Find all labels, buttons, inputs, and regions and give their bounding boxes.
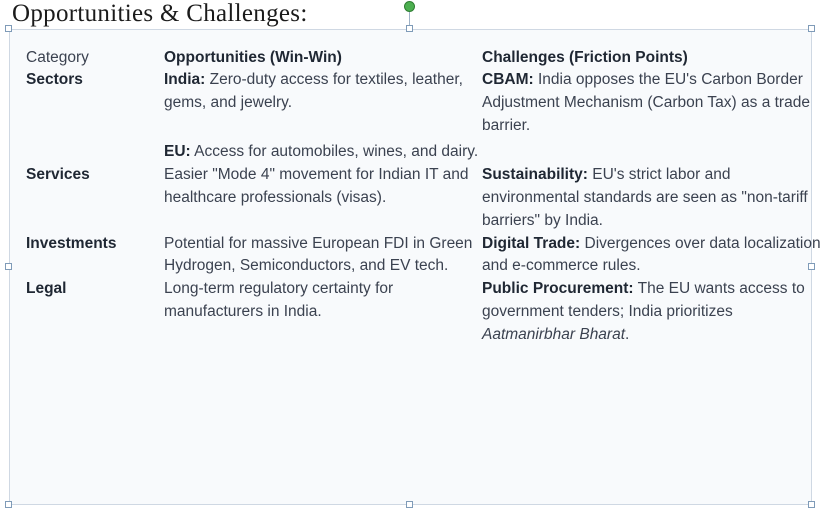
opportunity-text: Long-term regulatory certainty for manufacturers in India. [164, 280, 394, 321]
challenge-label: Sustainability: [482, 165, 588, 183]
resize-handle-middle-right[interactable] [808, 263, 815, 270]
resize-handle-bottom-right[interactable] [808, 501, 815, 508]
resize-handle-middle-left[interactable] [5, 263, 12, 270]
challenge-item [482, 233, 821, 279]
resize-handle-bottom-left[interactable] [5, 501, 12, 508]
opportunity-text: Easier "Mode 4" movement for Indian IT and healthcare professionals (visas). [164, 165, 469, 206]
challenge-item [482, 278, 821, 347]
challenge-text: EU's strict labor and environmental standards are seen as "non-tariff barriers" by India. [482, 165, 808, 229]
row-challenges [482, 164, 821, 233]
opportunity-text: Potential for massive European FDI in Green Hydrogen, Semiconductors, and EV tech. [164, 234, 473, 275]
opportunities-challenges-table [26, 48, 821, 347]
row-opportunities [164, 164, 482, 233]
opportunity-item [164, 69, 482, 115]
opportunity-item [164, 233, 482, 279]
opportunity-item [164, 278, 482, 324]
challenge-text-italic: Aatmanirbhar Bharat [482, 326, 626, 344]
resize-handle-top-left[interactable] [5, 25, 12, 32]
row-category: Services [26, 165, 90, 183]
table-row [26, 233, 821, 279]
rotation-handle[interactable] [404, 1, 415, 12]
opportunity-text: Zero-duty access for textiles, leather, gems, and jewelry. [164, 70, 463, 111]
table-row [26, 278, 821, 347]
challenge-text: India opposes the EU's Carbon Border Adjustment Mechanism (Carbon Tax) as a trade barrier. [482, 70, 810, 134]
row-category: Sectors [26, 70, 83, 88]
header-category: Category [26, 49, 89, 66]
resize-handle-bottom-center[interactable] [406, 501, 413, 508]
header-challenges: Challenges (Friction Points) [482, 49, 688, 66]
opportunity-item [164, 164, 482, 210]
table-header-row [26, 48, 821, 69]
paragraph-gap [164, 115, 482, 141]
opportunity-item [164, 141, 482, 164]
row-category: Investments [26, 234, 117, 252]
challenge-label: Digital Trade: [482, 234, 581, 252]
opportunity-label: India: [164, 70, 206, 88]
challenge-text-tail: . [625, 326, 630, 344]
header-opportunities: Opportunities (Win-Win) [164, 49, 342, 66]
challenge-text: Divergences over data localization and e-commerce rules. [482, 234, 821, 275]
row-challenges [482, 69, 821, 164]
table-container [26, 48, 821, 347]
resize-handle-top-center[interactable] [406, 25, 413, 32]
challenge-item [482, 164, 821, 233]
page-title: Opportunities & Challenges: [12, 0, 308, 27]
selected-table-object[interactable] [9, 29, 821, 505]
table-row [26, 69, 821, 164]
row-opportunities [164, 69, 482, 164]
opportunity-label: EU: [164, 142, 191, 160]
challenge-label: Public Procurement: [482, 280, 634, 298]
challenge-label: CBAM: [482, 70, 534, 88]
row-opportunities [164, 278, 482, 347]
opportunity-text: Access for automobiles, wines, and dairy. [190, 142, 479, 160]
challenge-text: The EU wants access to government tenders; India prioritizes [482, 280, 805, 321]
challenge-item [482, 69, 821, 138]
row-opportunities [164, 233, 482, 279]
row-category: Legal [26, 280, 67, 298]
table-row [26, 164, 821, 233]
row-challenges [482, 233, 821, 279]
resize-handle-top-right[interactable] [808, 25, 815, 32]
row-challenges [482, 278, 821, 347]
